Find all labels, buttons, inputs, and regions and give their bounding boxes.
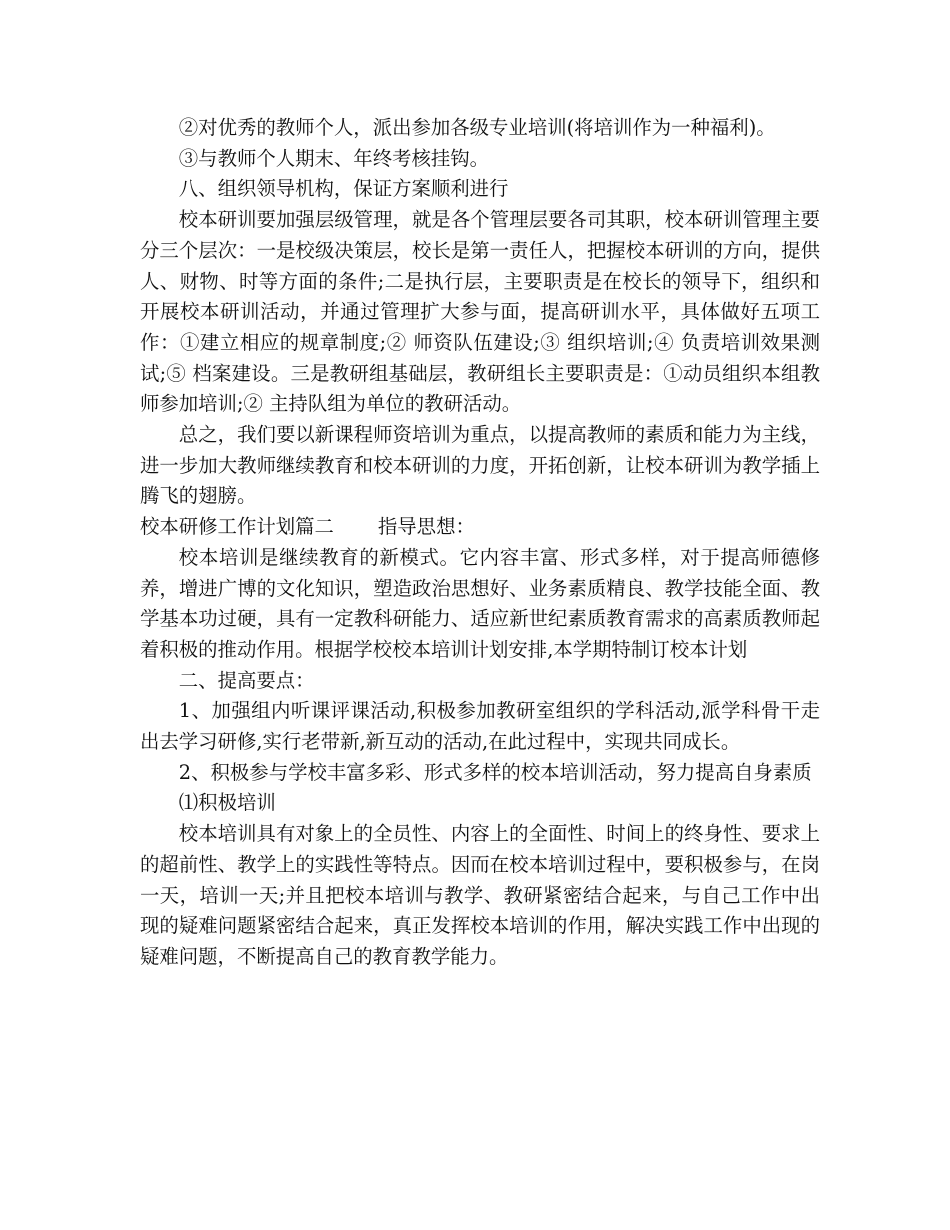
subheading: ⑴积极培训 xyxy=(178,791,276,815)
paragraph: 总之，我们要以新课程师资培训为重点，以提高教师的素质和能力为主线，进一步加大教师继续教育和校本研训的力度，开拓创新，让校本研训为教学插上腾飞的翅膀。 xyxy=(140,423,820,508)
paragraph: 校本研训要加强层级管理，就是各个管理层要各司其职，校本研训管理主要分三个层次：一是校级决策层，校长是第一责任人，把握校本研训的方向，提供人、财物、时等方面的条件;二是执行层，主要职责是在校长的领导下，组织和开展校本研训活动，并通过管理扩大参与面，提高研训水平，具体做好五项工作：①建立相应的规章制度;② 师资队伍建设;③ 组织培训;④ 负责培训效果测试;⑤ 档案建设。三是教研组基础层，教研组长主要职责是：①动员组织本组教师参加培训;② 主持队组为单位的教研活动。 xyxy=(140,208,820,416)
paragraph: 1、加强组内听课评课活动,积极参加教研室组织的学科活动,派学科骨干走出去学习研修,实行老带新,新互动的活动,在此过程中，实现共同成长。 xyxy=(140,699,820,754)
section-title: 校本研修工作计划篇二 xyxy=(140,515,334,539)
paragraph: ③与教师个人期末、年终考核挂钩。 xyxy=(178,146,490,170)
subheading: 二、提高要点： xyxy=(178,668,315,692)
paragraph: 校本培训是继续教育的新模式。它内容丰富、形式多样，对于提高师德修养，增进广博的文化知识，塑造政治思想好、业务素质精良、教学技能全面、教学基本功过硬，具有一定教科研能力、适应新世纪素质教育需求的高素质教师起着积极的推动作用。根据学校校本培训计划安排,本学期特制订校本计划 xyxy=(140,545,820,661)
section-subtitle: 指导思想： xyxy=(377,515,475,539)
section-title-line xyxy=(140,512,820,543)
document-body xyxy=(140,113,820,973)
section-heading: 八、组织领导机构，保证方案顺利进行 xyxy=(178,177,509,201)
paragraph: ②对优秀的教师个人，派出参加各级专业培训(将培训作为一种福利)。 xyxy=(178,116,776,139)
paragraph: 校本培训具有对象上的全员性、内容上的全面性、时间上的终身性、要求上的超前性、教学上的实践性等特点。因而在校本培训过程中，要积极参与，在岗一天，培训一天;并且把校本培训与教学、教研紧密结合起来，与自己工作中出现的疑难问题紧密结合起来，真正发挥校本培训的作用，解决实践工作中出现的疑难问题，不断提高自己的教育教学能力。 xyxy=(140,822,820,968)
paragraph: 2、积极参与学校丰富多彩、形式多样的校本培训活动，努力提高自身素质 xyxy=(178,760,812,784)
